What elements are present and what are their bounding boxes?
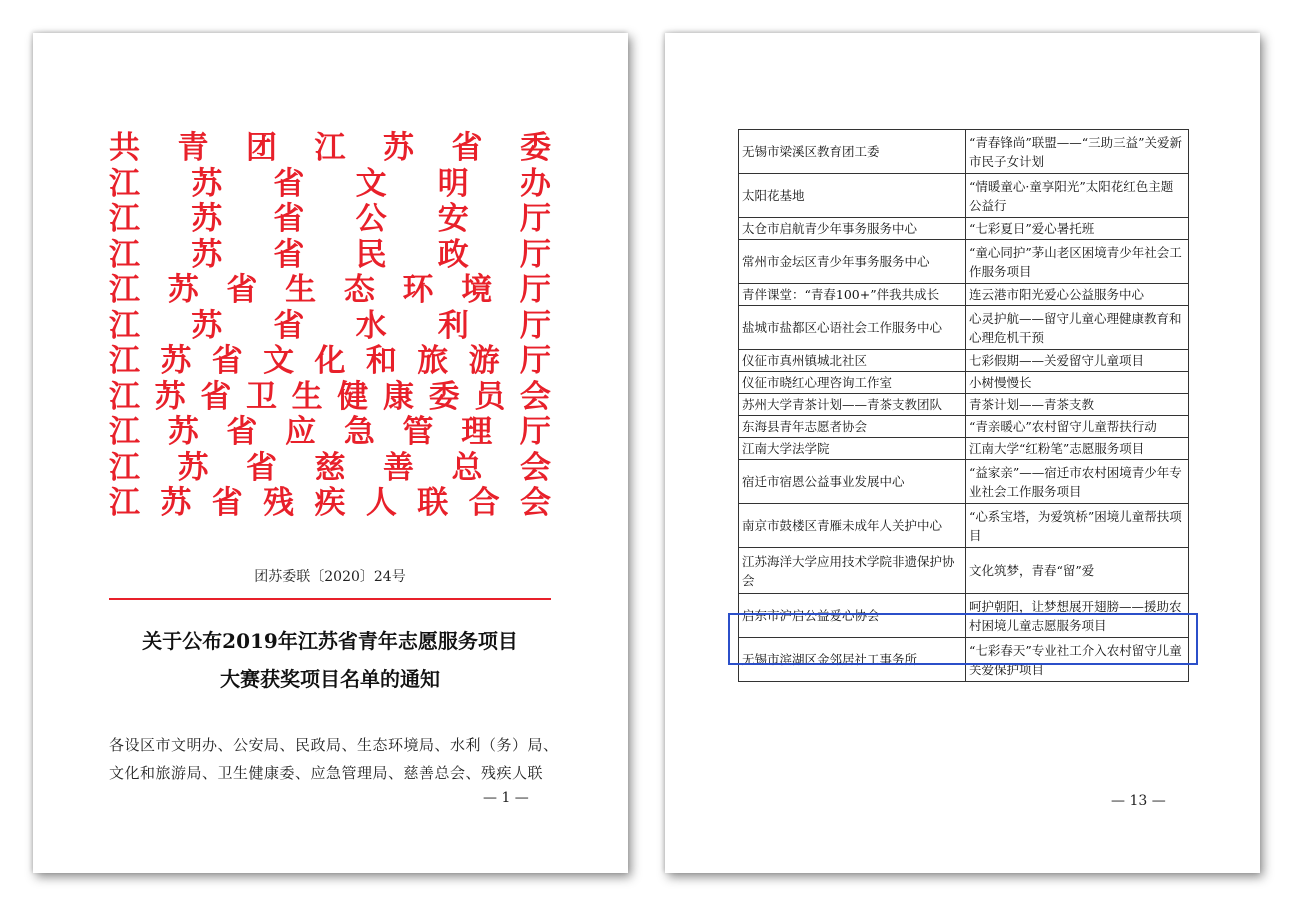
issuer-name xyxy=(109,415,551,451)
issuer-char: 省 xyxy=(273,165,305,202)
project-cell: “情暖童心·童享阳光”太阳花红色主题公益行 xyxy=(966,174,1189,218)
issuer-char: 苏 xyxy=(154,378,186,415)
issuer-char: 明 xyxy=(437,165,469,202)
project-cell: “童心同护”茅山老区困境青少年社会工作服务项目 xyxy=(966,240,1189,284)
issuer-char: 江 xyxy=(109,272,140,308)
org-cell: 仪征市真州镇城北社区 xyxy=(739,350,966,372)
org-cell: 苏州大学青茶计划——青茶支教团队 xyxy=(739,394,966,416)
issuer-name xyxy=(109,202,551,238)
project-cell: “七彩春天”专业社工介入农村留守儿童关爱保护项目 xyxy=(966,638,1189,682)
document-title-line1: 关于公布2019年江苏省青年志愿服务项目 xyxy=(142,629,518,653)
issuer-char: 联 xyxy=(417,485,449,521)
project-cell: “心系宝塔，为爱筑桥”困境儿童帮扶项目 xyxy=(966,504,1189,548)
issuer-char: 苏 xyxy=(160,485,192,521)
issuer-char: 慈 xyxy=(314,449,346,486)
body-text-line2: 文化和旅游局、卫生健康委、应急管理局、慈善总会、残疾人联 xyxy=(109,764,544,782)
table-row xyxy=(739,438,1189,460)
project-cell: “七彩夏日”爱心暑托班 xyxy=(966,218,1189,240)
issuer-char: 省 xyxy=(211,343,243,379)
issuer-char: 共 xyxy=(109,130,140,166)
issuer-char: 康 xyxy=(382,378,414,415)
table-row xyxy=(739,284,1189,306)
issuer-char: 省 xyxy=(226,414,258,450)
issuer-char: 省 xyxy=(200,378,232,415)
issuer-char: 境 xyxy=(461,272,493,308)
project-cell: 江南大学“红粉笔”志愿服务项目 xyxy=(966,438,1189,460)
issuer-char: 省 xyxy=(226,272,258,308)
issuer-name xyxy=(109,451,551,487)
issuer-char: 苏 xyxy=(191,165,223,202)
issuer-char: 厅 xyxy=(519,201,551,237)
issuer-char: 民 xyxy=(355,236,387,273)
issuer-char: 苏 xyxy=(383,130,414,166)
table-row xyxy=(739,548,1189,594)
org-cell: 太仓市启航青少年事务服务中心 xyxy=(739,218,966,240)
issuer-char: 政 xyxy=(437,236,469,273)
org-cell: 仪征市晓红心理咨询工作室 xyxy=(739,372,966,394)
issuer-char: 江 xyxy=(109,307,140,344)
issuer-char: 江 xyxy=(109,201,140,237)
issuer-char: 水 xyxy=(355,307,387,344)
org-cell: 启东市沪启公益爱心协会 xyxy=(739,594,966,638)
table-row xyxy=(739,240,1189,284)
issuer-char: 江 xyxy=(109,414,140,450)
issuer-name xyxy=(109,380,551,416)
awards-table xyxy=(738,129,1189,682)
project-cell: “青春锋尚”联盟——“三助三益”关爱新市民子女计划 xyxy=(966,130,1189,174)
issuer-char: 会 xyxy=(519,378,551,415)
table-row xyxy=(739,218,1189,240)
issuer-char: 管 xyxy=(402,414,434,450)
org-cell: 无锡市梁溪区教育团工委 xyxy=(739,130,966,174)
issuer-char: 江 xyxy=(314,130,346,166)
org-cell: 太阳花基地 xyxy=(739,174,966,218)
table-row xyxy=(739,306,1189,350)
issuer-char: 省 xyxy=(211,485,243,521)
project-cell: 文化筑梦，青春“留”爱 xyxy=(966,548,1189,594)
org-cell: 无锡市滨湖区金邻居社工事务所 xyxy=(739,638,966,682)
project-cell: “青亲暖心”农村留守儿童帮扶行动 xyxy=(966,416,1189,438)
issuer-name xyxy=(109,273,551,309)
project-cell: 连云港市阳光爱心公益服务中心 xyxy=(966,284,1189,306)
body-text-line1: 各设区市文明办、公安局、民政局、生态环境局、水利（务）局、 xyxy=(109,736,559,754)
issuer-char: 生 xyxy=(285,272,317,308)
org-cell: 江苏海洋大学应用技术学院非遗保护协会 xyxy=(739,548,966,594)
issuer-char: 厅 xyxy=(520,343,551,379)
issuer-char: 苏 xyxy=(167,272,199,308)
table-row xyxy=(739,460,1189,504)
issuer-char: 省 xyxy=(451,130,483,166)
org-cell: 青伴课堂：“青春100+”伴我共成长 xyxy=(739,284,966,306)
highlight-box xyxy=(728,613,1198,665)
document-title-line2: 大赛获奖项目名单的通知 xyxy=(220,667,440,691)
project-cell: 小树慢慢长 xyxy=(966,372,1189,394)
issuer-char: 文 xyxy=(263,343,295,379)
project-cell: 青茶计划——青茶支教 xyxy=(966,394,1189,416)
project-cell: “益家亲”——宿迁市农村困境青少年专业社会工作服务项目 xyxy=(966,460,1189,504)
issuer-char: 江 xyxy=(109,378,140,415)
issuer-char: 委 xyxy=(520,130,551,166)
issuer-char: 态 xyxy=(343,272,375,308)
issuer-char: 人 xyxy=(365,485,397,521)
issuer-char: 残 xyxy=(263,485,295,521)
issuer-char: 厅 xyxy=(519,236,551,273)
issuer-name xyxy=(109,309,551,345)
issuer-char: 公 xyxy=(355,201,387,237)
project-cell: 七彩假期——关爱留守儿童项目 xyxy=(966,350,1189,372)
org-cell: 常州市金坛区青少年事务服务中心 xyxy=(739,240,966,284)
issuer-char: 苏 xyxy=(160,343,192,379)
issuer-char: 疾 xyxy=(314,485,346,521)
issuer-name xyxy=(109,344,551,380)
issuer-char: 急 xyxy=(343,414,375,450)
table-row xyxy=(739,504,1189,548)
issuer-char: 利 xyxy=(437,307,469,344)
page-number-left: — 1 — xyxy=(483,790,529,806)
issuer-char: 生 xyxy=(291,378,323,415)
document-number: 团苏委联〔2020〕24号 xyxy=(254,569,406,585)
org-cell: 南京市鼓楼区青雁未成年人关护中心 xyxy=(739,504,966,548)
issuer-char: 员 xyxy=(474,378,506,415)
issuer-char: 省 xyxy=(273,307,305,344)
issuer-char: 理 xyxy=(461,414,493,450)
issuer-char: 卫 xyxy=(245,378,277,415)
issuer-char: 苏 xyxy=(191,307,223,344)
issuer-char: 江 xyxy=(109,343,140,379)
table-row xyxy=(739,174,1189,218)
org-cell: 东海县青年志愿者协会 xyxy=(739,416,966,438)
table-row xyxy=(739,394,1189,416)
issuer-name xyxy=(109,486,551,522)
red-divider xyxy=(109,598,551,600)
issuer-char: 省 xyxy=(246,449,277,486)
project-cell: 心灵护航——留守儿童心理健康教育和心理危机干预 xyxy=(966,306,1189,350)
issuer-char: 合 xyxy=(468,485,500,521)
issuer-char: 苏 xyxy=(167,414,199,450)
issuer-char: 苏 xyxy=(177,449,209,486)
issuer-char: 省 xyxy=(273,236,305,273)
table-row xyxy=(739,350,1189,372)
issuer-char: 化 xyxy=(314,343,346,379)
issuer-name xyxy=(109,238,551,274)
issuer-char: 委 xyxy=(428,378,460,415)
issuer-char: 省 xyxy=(273,201,305,237)
issuer-char: 会 xyxy=(520,485,551,521)
issuer-char: 游 xyxy=(468,343,500,379)
issuer-char: 会 xyxy=(520,449,551,486)
issuer-char: 江 xyxy=(109,449,140,486)
issuer-char: 厅 xyxy=(519,414,551,450)
issuer-char: 江 xyxy=(109,485,140,521)
project-cell: 呵护朝阳，让梦想展开翅膀——援助农村困境儿童志愿服务项目 xyxy=(966,594,1189,638)
table-row xyxy=(739,416,1189,438)
issuer-char: 青 xyxy=(177,130,209,166)
issuer-char: 应 xyxy=(285,414,317,450)
issuer-name xyxy=(109,131,551,167)
issuer-name xyxy=(109,167,551,203)
issuer-char: 文 xyxy=(355,165,387,202)
org-cell: 江南大学法学院 xyxy=(739,438,966,460)
issuer-char: 安 xyxy=(437,201,469,237)
issuer-list xyxy=(109,131,551,522)
issuer-char: 苏 xyxy=(191,236,223,273)
table-row xyxy=(739,130,1189,174)
issuer-char: 健 xyxy=(337,378,369,415)
issuer-char: 旅 xyxy=(417,343,449,379)
issuer-char: 善 xyxy=(383,449,414,486)
issuer-char: 总 xyxy=(451,449,483,486)
document-page-right xyxy=(665,33,1260,873)
issuer-char: 办 xyxy=(519,165,551,202)
issuer-char: 和 xyxy=(365,343,397,379)
issuer-char: 环 xyxy=(402,272,434,308)
issuer-char: 团 xyxy=(246,130,277,166)
issuer-char: 江 xyxy=(109,236,140,273)
org-cell: 盐城市盐都区心语社会工作服务中心 xyxy=(739,306,966,350)
issuer-char: 苏 xyxy=(191,201,223,237)
issuer-char: 厅 xyxy=(519,307,551,344)
issuer-char: 厅 xyxy=(519,272,551,308)
page-number-right: — 13 — xyxy=(1111,793,1166,809)
issuer-char: 江 xyxy=(109,165,140,202)
document-page-left xyxy=(33,33,628,873)
table-row xyxy=(739,372,1189,394)
org-cell: 宿迁市宿恩公益事业发展中心 xyxy=(739,460,966,504)
